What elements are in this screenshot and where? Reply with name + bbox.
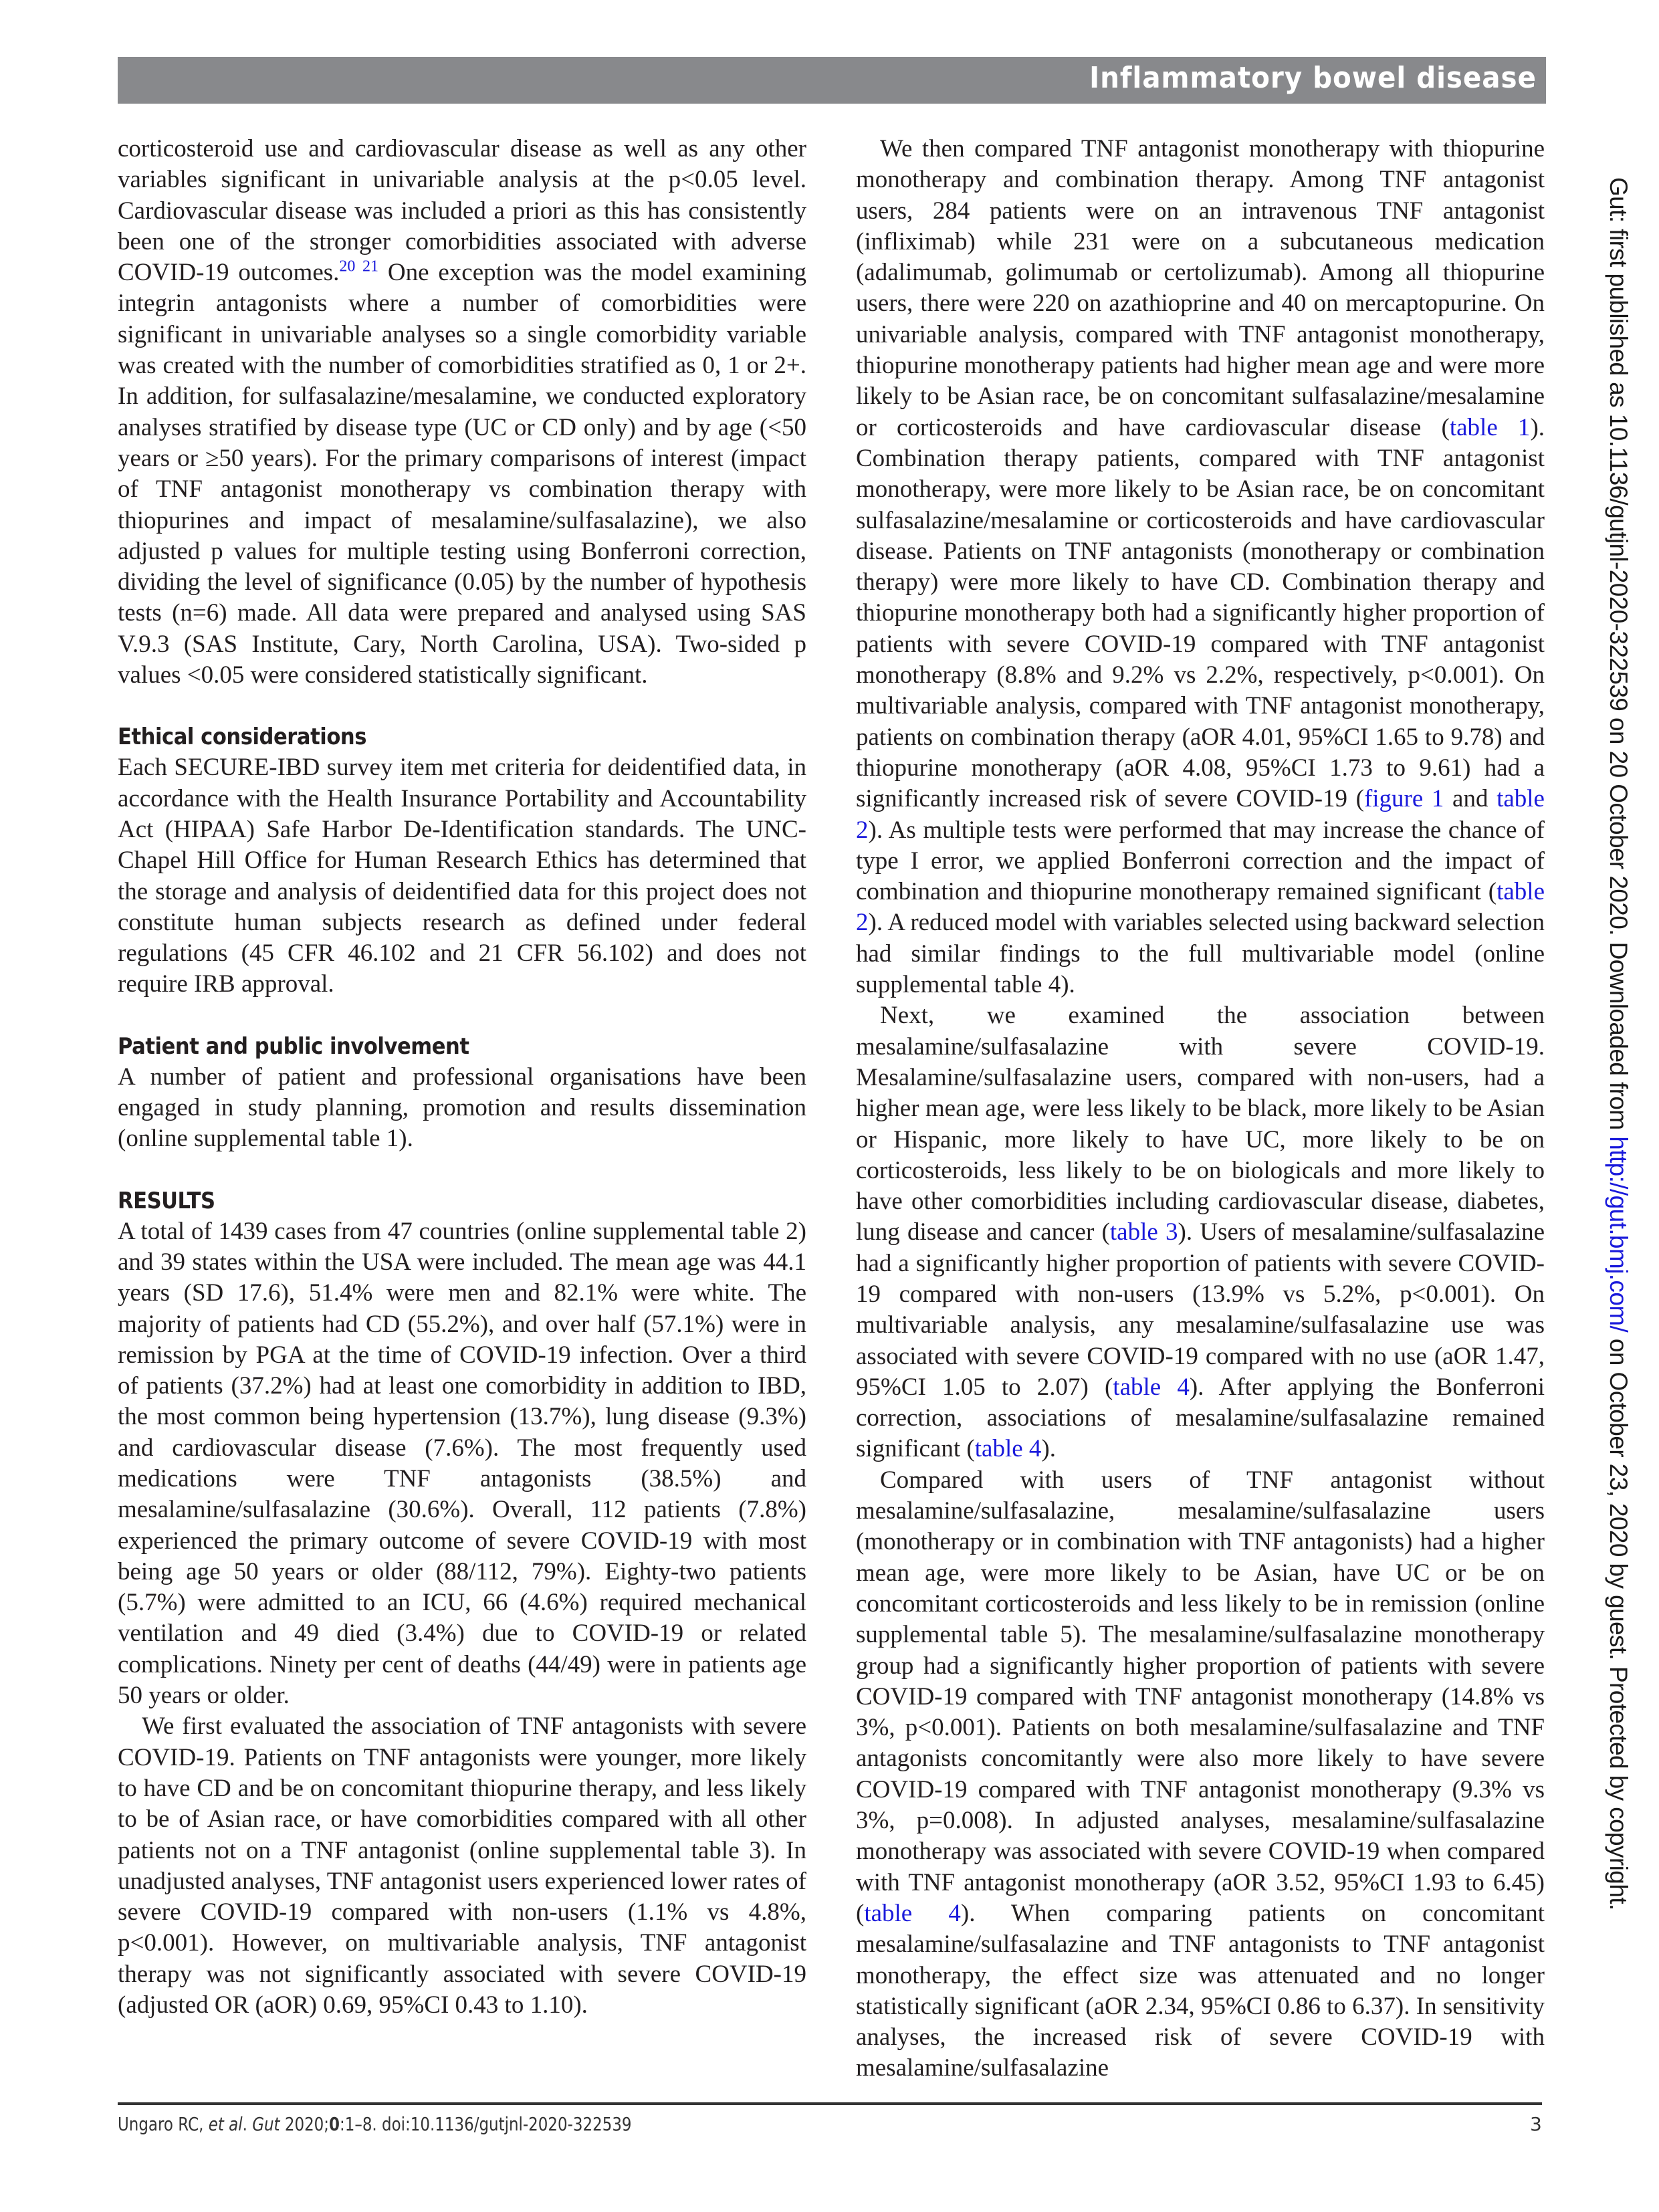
- table-2-link[interactable]: table 2: [856, 785, 1545, 844]
- results-paragraph-2: We first evaluated the association of TNF antagonists with severe COVID-19. Patients on TNF antagonists were younger, more likely to have CD and be on concomitant thiopurine therapy, and less likely to be of Asian race, or have comorbidities compared with all other patients not on a TNF antagonist (online supplemental table 3). In unadjusted analyses, TNF antagonist users experienced lower rates of severe COVID-19 compared with non-users (1.1% vs 4.8%, p<0.001). However, on multivariable analysis, TNF antagonist therapy was not significantly associated with severe COVID-19 (adjusted OR (aOR) 0.69, 95%CI 0.43 to 1.10).: [118, 1712, 806, 2019]
- results-paragraph-3: We then compared TNF antagonist monotherapy with thiopurine monotherapy and combination therapy. Among TNF antagonist users, 284 patients were on an intravenous TNF antagonist (infliximab) while 231 were on a subcutaneous medication (adalimumab, golimumab or certolizumab). Among all thiopurine users, there were 220 on azathioprine and 40 on mercaptopurine. On univariable analysis, compared with TNF antagonist monotherapy, thiopurine monotherapy patients had higher mean age and were more likely to be Asian race, be on concomitant sulfasalazine/mesalamine or corticosteroids and have cardiovascular disease (table 1). Combination therapy patients, compared with TNF antagonist monotherapy, were more likely to be Asian race, be on concomitant sulfasalazine/mesalamine or corticosteroids and have cardiovascular disease. Patients on TNF antagonists (monotherapy or combination therapy) were more likely to have CD. Combination therapy and thiopurine monotherapy both had a significantly higher proportion of patients with severe COVID-19 compared with TNF antagonist monotherapy (8.8% and 9.2% vs 2.2%, respectively, p<0.001). On multivariable analysis, compared with TNF antagonist monotherapy, patients on combination therapy (aOR 4.01, 95%CI 1.65 to 9.78) and thiopurine monotherapy (aOR 4.08, 95%CI 1.73 to 9.61) had a significantly increased risk of severe COVID-19 (figure 1 and table 2). As multiple tests were performed that may increase the chance of type I error, we applied Bonferroni correction and the impact of combination and thiopurine monotherapy remained significant (table 2). A reduced model with variables selected using backward selection had similar findings to the full multivariable model (online supplemental table 4).: [856, 135, 1545, 999]
- table-2-link[interactable]: table 2: [856, 878, 1545, 937]
- figure-1-link[interactable]: figure 1: [1363, 785, 1444, 813]
- left-column: [118, 134, 806, 2021]
- section-title: Inflammatory bowel disease: [1089, 61, 1537, 95]
- results-heading: RESULTS: [118, 1187, 215, 1214]
- footer-citation: Ungaro RC, et al. Gut 2020;0:1–8. doi:10.1136/gutjnl-2020-322539: [118, 2113, 632, 2135]
- right-column: [856, 134, 1545, 2084]
- results-paragraph-1: A total of 1439 cases from 47 countries (online supplemental table 2) and 39 states within the USA were included. The mean age was 44.1 years (SD 17.6), 51.4% were men and 82.1% were white. The majority of patients had CD (55.2%), and over half (57.1%) were in remission by PGA at the time of COVID-19 infection. Over a third of patients (37.2%) had at least one comorbidity in addition to IBD, the most common being hypertension (13.7%), lung disease (9.3%) and cardiovascular disease (7.6%). The most frequently used medications were TNF antagonists (38.5%) and mesalamine/sulfasalazine (30.6%). Overall, 112 patients (7.8%) experienced the primary outcome of severe COVID-19 with most being age 50 years or older (88/112, 79%). Eighty-two patients (5.7%) were admitted to an ICU, 66 (4.6%) required mechanical ventilation and 49 died (3.4%) due to COVID-19 or related complications. Ninety per cent of deaths (44/49) were in patients age 50 years or older.: [118, 1217, 806, 1710]
- methods-paragraph: corticosteroid use and cardiovascular disease as well as any other variables significant in univariable analysis at the p<0.05 level. Cardiovascular disease was included a priori as this has consistently been one of the stronger comorbidities associated with adverse COVID-19 outcomes.$^{20 21}$ One exception was the model examining integrin antagonists where a number of comorbidities were significant in univariable analyses so a single comorbidity variable was created with the number of comorbidities stratified as 0, 1 or 2+. In addition, for sulfasalazine/mesalamine, we conducted exploratory analyses stratified by disease type (UC or CD only) and by age (<50 years or ≥50 years). For the primary comparisons of interest (impact of TNF antagonist monotherapy vs combination therapy with thiopurines and impact of mesalamine/sulfasalazine), we also adjusted p values for multiple testing using Bonferroni correction, dividing the level of significance (0.05) by the number of hypothesis tests (n=6) made. All data were prepared and analysed using SAS V.9.3 (SAS Institute, Cary, North Carolina, USA). Two-sided p values <0.05 were considered statistically significant.: [118, 135, 806, 689]
- journal-name: Gut: [252, 2113, 280, 2135]
- footer-divider: [118, 2102, 1542, 2105]
- ppi-heading: Patient and public involvement: [118, 1032, 469, 1060]
- reference-link[interactable]: 20 21: [339, 257, 378, 275]
- running-header-bar: [118, 57, 1546, 104]
- gut-bmj-link[interactable]: http://gut.bmj.com/: [1605, 1136, 1632, 1333]
- ethics-paragraph: Each SECURE-IBD survey item met criteria for deidentified data, in accordance with the Health Insurance Portability and Accountability Act (HIPAA) Safe Harbor De-Identification standards. The UNC-Chapel Hill Office for Human Research Ethics has determined that the storage and analysis of deidentified data for this project does not constitute human subjects research as defined under federal regulations (45 CFR 46.102 and 21 CFR 56.102) and does not require IRB approval.: [118, 754, 806, 998]
- results-paragraph-4: Next, we examined the association between mesalamine/sulfasalazine with severe COVID-19. Mesalamine/sulfasalazine users, compared with non-users, had a higher mean age, were less likely to be black, more likely to be Asian or Hispanic, more likely to have UC, more likely to be on corticosteroids, less likely to be on biologicals and more likely to have other comorbidities including cardiovascular disease, diabetes, lung disease and cancer (table 3). Users of mesalamine/sulfasalazine had a significantly higher proportion of patients with severe COVID-19 compared with non-users (13.9% vs 5.2%, p<0.001). On multivariable analysis, any mesalamine/sulfasalazine use was associated with severe COVID-19 compared with no use (aOR 1.47, 95%CI 1.05 to 2.07) (table 4). After applying the Bonferroni correction, associations of mesalamine/sulfasalazine remained significant (table 4).: [856, 1002, 1545, 1463]
- page-number: 3: [1530, 2113, 1542, 2135]
- results-paragraph-5: Compared with users of TNF antagonist without mesalamine/sulfasalazine, mesalamine/sulfasalazine users (monotherapy or in combination with TNF antagonists) had a higher mean age, were more likely to be Asian, have UC or be on concomitant corticosteroids and less likely to be in remission (online supplemental table 5). The mesalamine/sulfasalazine monotherapy group had a significantly higher proportion of patients with severe COVID-19 compared with TNF antagonist monotherapy (14.8% vs 3%, p<0.001). Patients on both mesalamine/sulfasalazine and TNF antagonists concomitantly were also more likely to have severe COVID-19 compared with TNF antagonist monotherapy (9.3% vs 3%, p=0.008). In adjusted analyses, mesalamine/sulfasalazine monotherapy was associated with severe COVID-19 when compared with TNF antagonist monotherapy (aOR 3.52, 95%CI 1.93 to 6.45) (table 4). When comparing patients on concomitant mesalamine/sulfasalazine and TNF antagonists to TNF antagonist monotherapy, the effect size was attenuated and no longer statistically significant (aOR 2.34, 95%CI 0.86 to 6.37). In sensitivity analyses, the increased risk of severe COVID-19 with mesalamine/sulfasalazine: [856, 1466, 1545, 2082]
- ethics-heading: Ethical considerations: [118, 724, 367, 751]
- table-1-link[interactable]: table 1: [1449, 413, 1531, 441]
- download-watermark: Gut: first published as 10.1136/gutjnl-2020-322539 on 20 October 2020. Downloaded from http://gut.bmj.com/ on October 23, 2020 by guest. Protected by copyright.: [1605, 177, 1632, 1910]
- table-3-link[interactable]: table 3: [1109, 1218, 1178, 1246]
- ppi-paragraph: A number of patient and professional organisations have been engaged in study planning, promotion and results dissemination (online supplemental table 1).: [118, 1063, 806, 1153]
- table-4-link[interactable]: table 4: [974, 1435, 1042, 1463]
- table-4-link[interactable]: table 4: [1113, 1373, 1190, 1401]
- table-4-link[interactable]: table 4: [864, 1899, 961, 1927]
